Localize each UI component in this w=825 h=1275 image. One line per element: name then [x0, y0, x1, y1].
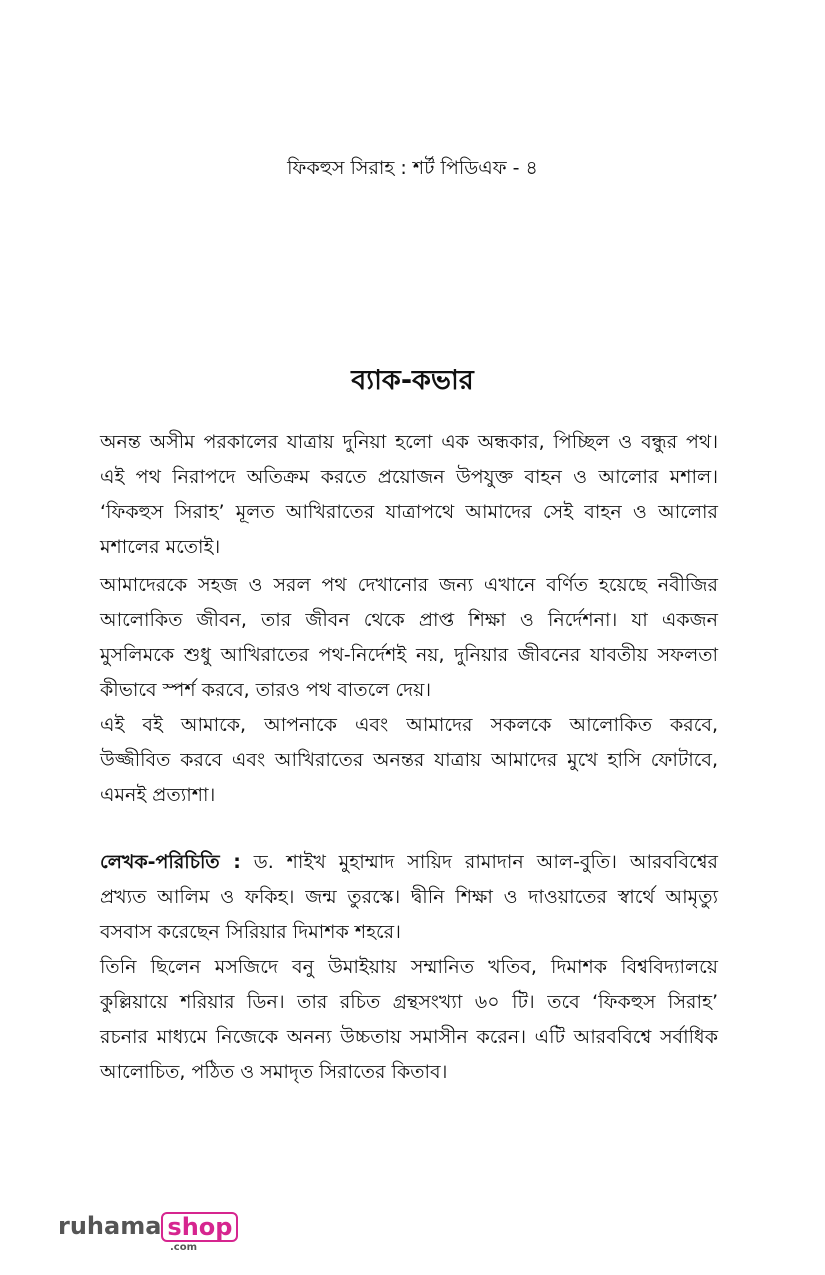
author-label: লেখক-পরিচিতি :: [100, 851, 241, 873]
logo-text-ruhama: ruhama: [58, 1212, 162, 1240]
text-line: ‘ফিকহুস সিরাহ’ মূলত আখিরাতের যাত্রাপথে আমাদের সেই বাহন ও আলোর: [100, 501, 718, 523]
text-line: বসবাস করেছেন সিরিয়ার দিমাশক শহরে।: [100, 921, 401, 943]
text-line: রচনার মাধ্যমে নিজেকে অনন্য উচ্চতায় সমাসীন করেন। এটি আরববিশ্বে সর্বাধিক: [100, 1026, 718, 1048]
author-intro: [100, 845, 718, 1090]
text-line: তিনি ছিলেন মসজিদে বনু উমাইয়ায় সম্মানিত খতিব, দিমাশক বিশ্ববিদ্যালয়ে: [100, 956, 718, 978]
text-line: উজ্জীবিত করবে এবং আখিরাতের অনন্তর যাত্রায় আমাদের মুখে হাসি ফোটাবে,: [100, 749, 718, 771]
logo-text-com: .com: [170, 1242, 198, 1253]
author-name-text: ড. শাইখ মুহাম্মাদ সায়িদ রামাদান আল-বুতি। আরববিশ্বের: [240, 851, 718, 873]
text-line: কুল্লিয়ায়ে শরিয়ার ডিন। তার রচিত গ্রন্থসংখ্যা ৬০ টি। তবে ‘ফিকহুস সিরাহ’: [100, 991, 718, 1013]
text-line: প্রখ্যত আলিম ও ফকিহ। জন্ম তুরস্কে। দ্বীনি শিক্ষা ও দাওয়াতের স্বার্থে আমৃত্যু: [100, 886, 718, 908]
ruhamashop-logo: [58, 1212, 238, 1253]
description-paragraph: [100, 568, 718, 813]
text-line: এই বই আমাকে, আপনাকে এবং আমাদের সকলকে আলোকিত করবে,: [100, 714, 718, 736]
page-title: ব্যাক-কভার: [351, 365, 474, 396]
text-line: মুসলিমকে শুধু আখিরাতের পথ-নির্দেশই নয়, দুনিয়ার জীবনের যাবতীয় সফলতা: [100, 644, 718, 666]
text-line: [100, 845, 718, 880]
intro-paragraph: [100, 425, 718, 565]
logo-text-shop: shop: [161, 1212, 238, 1242]
text-line: কীভাবে স্পর্শ করবে, তারও পথ বাতলে দেয়।: [100, 679, 432, 701]
text-line: এমনই প্রত্যাশা।: [100, 784, 216, 806]
text-line: অনন্ত অসীম পরকালের যাত্রায় দুনিয়া হলো এক অন্ধকার, পিচ্ছিল ও বন্ধুর পথ।: [100, 431, 718, 453]
text-line: আমাদেরকে সহজ ও সরল পথ দেখানোর জন্য এখানে বর্ণিত হয়েছে নবীজির: [100, 574, 718, 596]
text-line: মশালের মতোই।: [100, 536, 221, 558]
text-line: আলোচিত, পঠিত ও সমাদৃত সিরাতের কিতাব।: [100, 1061, 448, 1083]
text-line: এই পথ নিরাপদে অতিক্রম করতে প্রয়োজন উপযুক্ত বাহন ও আলোর মশাল।: [100, 466, 718, 488]
text-line: আলোকিত জীবন, তার জীবন থেকে প্রাপ্ত শিক্ষা ও নির্দেশনা। যা একজন: [100, 609, 718, 631]
running-header: ফিকহুস সিরাহ : শর্ট পিডিএফ - ৪: [287, 157, 538, 179]
